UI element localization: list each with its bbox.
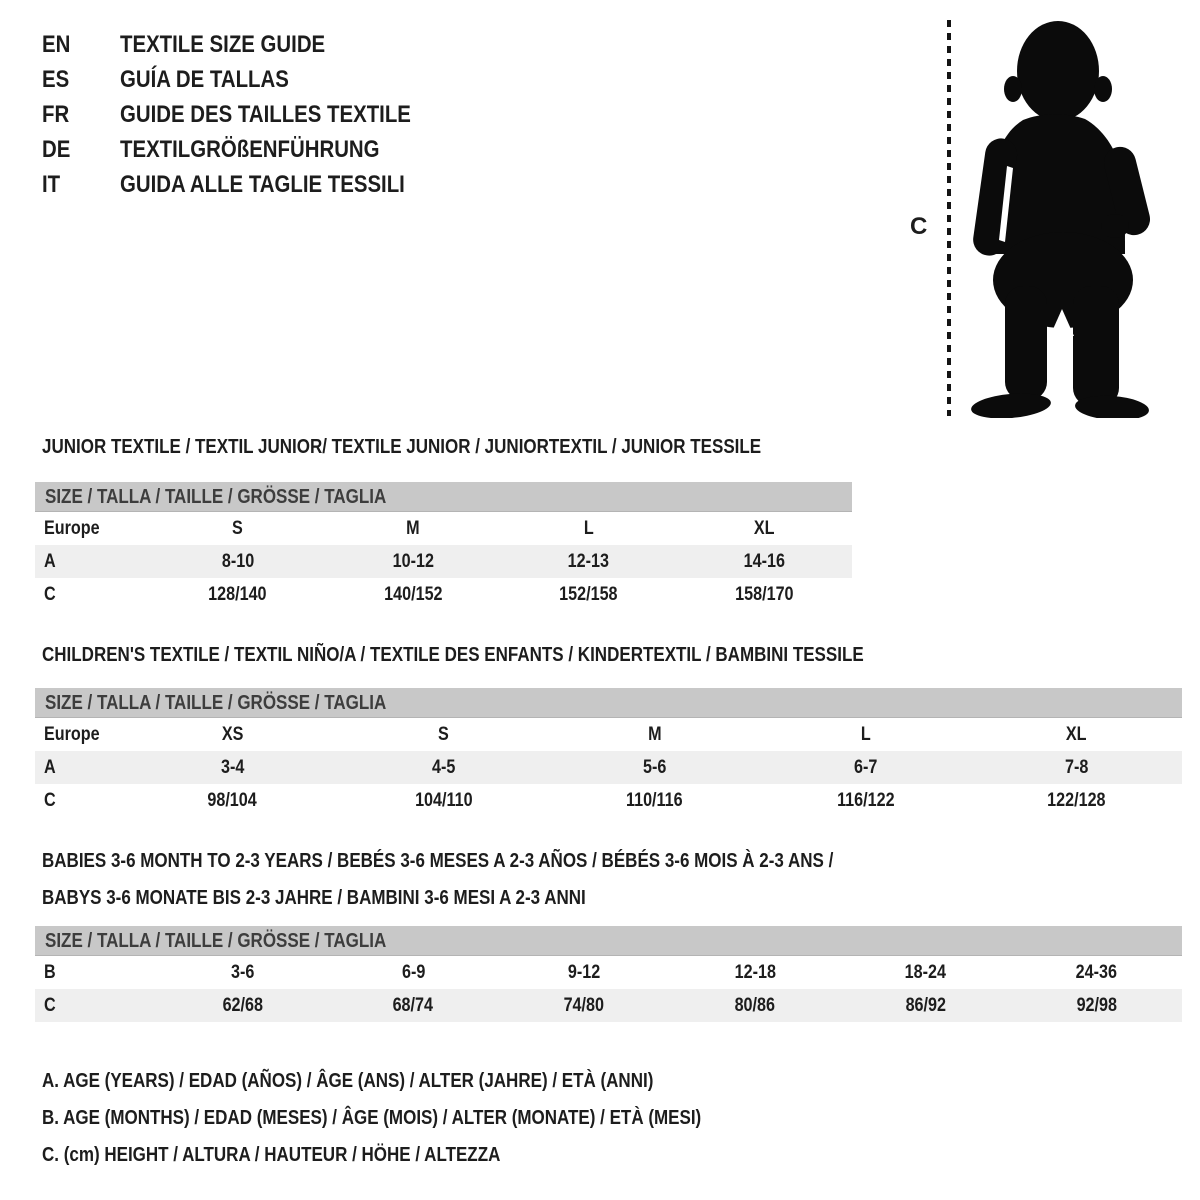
size-value: 104/110 [414, 790, 473, 811]
language-code-text: DE [42, 136, 71, 163]
size-cell [549, 784, 760, 817]
table-row-height [35, 784, 1182, 817]
size-cell [127, 718, 338, 751]
legend-line-a-text: A. AGE (YEARS) / EDAD (AÑOS) / ÂGE (ANS) / ALTER (JAHRE) / ETÀ (ANNI) [42, 1070, 654, 1092]
junior-section-title-text: JUNIOR TEXTILE / TEXTIL JUNIOR/ TEXTILE JUNIOR / JUNIORTEXTIL / JUNIOR TESSILE [42, 436, 762, 458]
size-cell [338, 751, 549, 784]
language-code-text: IT [42, 171, 61, 198]
children-size-table [35, 688, 1182, 817]
size-value: 80/86 [734, 995, 776, 1016]
table-row-months [35, 956, 1182, 989]
size-value: 116/122 [836, 790, 895, 811]
size-cell [669, 956, 840, 989]
size-cell [150, 545, 326, 578]
size-cell [669, 989, 840, 1022]
size-value: 9-12 [567, 962, 601, 983]
language-row [42, 27, 462, 62]
size-cell [677, 512, 853, 545]
size-cell [338, 718, 549, 751]
row-label: Europe [44, 724, 100, 745]
legend-line-c [42, 1137, 818, 1174]
language-title [120, 167, 455, 202]
junior-section-title [42, 436, 888, 459]
size-header-label: SIZE / TALLA / TAILLE / GRÖSSE / TAGLIA [45, 692, 387, 714]
size-value: 140/152 [384, 584, 443, 605]
language-title-text: TEXTILGRÖßENFÜHRUNG [120, 136, 380, 163]
size-cell [971, 784, 1182, 817]
size-cell [157, 989, 328, 1022]
size-value: 18-24 [905, 962, 947, 983]
size-value: 122/128 [1047, 790, 1106, 811]
language-code-text: ES [42, 66, 70, 93]
row-label-cell [35, 545, 150, 578]
size-cell [677, 545, 853, 578]
size-value: XS [221, 724, 244, 745]
size-value: 7-8 [1064, 757, 1089, 778]
size-cell [326, 545, 502, 578]
table-row-height [35, 989, 1182, 1022]
language-title [120, 132, 425, 167]
size-cell [499, 956, 670, 989]
legend-line-b [42, 1100, 818, 1137]
table-row-europe [35, 512, 852, 545]
row-label-cell [35, 751, 127, 784]
size-value: 8-10 [221, 551, 254, 572]
babies-size-table [35, 926, 1182, 1022]
size-value: 6-9 [401, 962, 425, 983]
size-value: 92/98 [1076, 995, 1117, 1016]
row-label: C [44, 584, 56, 605]
size-value: 98/104 [207, 790, 258, 811]
row-label: A [44, 551, 56, 572]
size-value: 86/92 [905, 995, 946, 1016]
row-label-cell [35, 512, 150, 545]
language-code [42, 27, 120, 62]
language-row [42, 167, 462, 202]
size-cell [326, 512, 502, 545]
row-label: C [44, 790, 56, 811]
size-cell [150, 578, 326, 611]
size-cell [501, 512, 677, 545]
table-row-age [35, 751, 1182, 784]
size-cell [326, 578, 502, 611]
language-code-text: EN [42, 31, 71, 58]
size-value: 10-12 [392, 551, 434, 572]
language-row [42, 97, 462, 132]
size-value: 12-18 [734, 962, 776, 983]
row-label-cell [35, 989, 157, 1022]
size-cell [157, 956, 328, 989]
size-value: 110/116 [626, 790, 683, 811]
size-value: 74/80 [563, 995, 605, 1016]
babies-section-title-text1: BABIES 3-6 MONTH TO 2-3 YEARS / BEBÉS 3-6 MESES A 2-3 AÑOS / BÉBÉS 3-6 MOIS À 2-3 ANS / [42, 850, 834, 872]
language-title [120, 27, 361, 62]
size-cell [127, 751, 338, 784]
toddler-silhouette-icon [965, 18, 1165, 418]
size-cell [840, 989, 1011, 1022]
size-value: L [860, 724, 871, 745]
row-label: A [44, 757, 56, 778]
table-row-age [35, 545, 852, 578]
size-value: 158/170 [735, 584, 794, 605]
size-header-label: SIZE / TALLA / TAILLE / GRÖSSE / TAGLIA [45, 486, 387, 508]
size-cell [1011, 956, 1182, 989]
size-value: 12-13 [568, 551, 610, 572]
size-cell [971, 718, 1182, 751]
language-title-text: GUÍA DE TALLAS [120, 66, 289, 93]
size-header-label: SIZE / TALLA / TAILLE / GRÖSSE / TAGLIA [45, 930, 387, 952]
language-row [42, 132, 462, 167]
size-value: 68/74 [393, 995, 434, 1016]
legend-line-c-text: C. (cm) HEIGHT / ALTURA / HAUTEUR / HÖHE / ALTEZZA [42, 1144, 501, 1166]
language-code [42, 62, 120, 97]
size-cell [677, 578, 853, 611]
size-header-bar [35, 482, 852, 512]
size-value: M [647, 724, 662, 745]
children-section-title-text: CHILDREN'S TEXTILE / TEXTIL NIÑO/A / TEXTILE DES ENFANTS / KINDERTEXTIL / BAMBINI TESSILE [42, 644, 864, 666]
size-value: 5-6 [642, 757, 667, 778]
size-cell [328, 956, 499, 989]
children-section-title [42, 644, 1009, 667]
size-value: 4-5 [431, 757, 456, 778]
size-cell [971, 751, 1182, 784]
language-title-text: GUIDE DES TAILLES TEXTILE [120, 101, 411, 128]
size-value: XL [1066, 724, 1087, 745]
size-value: M [406, 518, 420, 539]
language-row [42, 62, 462, 97]
size-cell [501, 545, 677, 578]
size-value: 14-16 [743, 551, 785, 572]
size-cell [549, 751, 760, 784]
size-value: S [438, 724, 449, 745]
size-cell [328, 989, 499, 1022]
legend-line-a [42, 1063, 818, 1100]
size-cell [549, 718, 760, 751]
junior-size-table [35, 482, 852, 611]
table-row-europe [35, 718, 1182, 751]
legend [42, 1063, 818, 1174]
language-title-text: GUIDA ALLE TAGLIE TESSILI [120, 171, 405, 198]
language-code [42, 167, 120, 202]
size-value: S [232, 518, 244, 539]
size-cell [1011, 989, 1182, 1022]
size-value: 152/158 [559, 584, 618, 605]
language-code [42, 97, 120, 132]
size-value: XL [753, 518, 775, 539]
size-header-bar [35, 926, 1182, 956]
language-title [120, 62, 319, 97]
size-cell [150, 512, 326, 545]
babies-section-title-line2 [42, 887, 682, 910]
language-title [120, 97, 462, 132]
language-title-list [42, 27, 462, 202]
size-cell [338, 784, 549, 817]
row-label: C [44, 995, 56, 1016]
row-label: Europe [44, 518, 100, 539]
table-row-height [35, 578, 852, 611]
size-cell [501, 578, 677, 611]
size-cell [499, 989, 670, 1022]
size-value: 128/140 [208, 584, 267, 605]
babies-section-title-line1 [42, 850, 973, 873]
size-cell [127, 784, 338, 817]
legend-line-b-text: B. AGE (MONTHS) / EDAD (MESES) / ÂGE (MOIS) / ALTER (MONATE) / ETÀ (MESI) [42, 1107, 702, 1129]
size-header-bar [35, 688, 1182, 718]
size-value: 6-7 [853, 757, 878, 778]
language-title-text: TEXTILE SIZE GUIDE [120, 31, 326, 58]
row-label-cell [35, 956, 157, 989]
size-cell [760, 751, 971, 784]
row-label: B [44, 962, 56, 983]
row-label-cell [35, 578, 150, 611]
size-value: 3-4 [220, 757, 245, 778]
size-cell [760, 784, 971, 817]
row-label-cell [35, 784, 127, 817]
height-measure-dashed-line [947, 20, 951, 416]
row-label-cell [35, 718, 127, 751]
babies-section-title-text2: BABYS 3-6 MONATE BIS 2-3 JAHRE / BAMBINI 3-6 MESI A 2-3 ANNI [42, 887, 586, 909]
size-value: 24-36 [1075, 962, 1118, 983]
size-cell [840, 956, 1011, 989]
size-value: L [583, 518, 594, 539]
size-cell [760, 718, 971, 751]
size-value: 3-6 [230, 962, 255, 983]
language-code-text: FR [42, 101, 70, 128]
size-value: 62/68 [222, 995, 263, 1016]
language-code [42, 132, 120, 167]
height-measure-label: C [910, 213, 928, 240]
